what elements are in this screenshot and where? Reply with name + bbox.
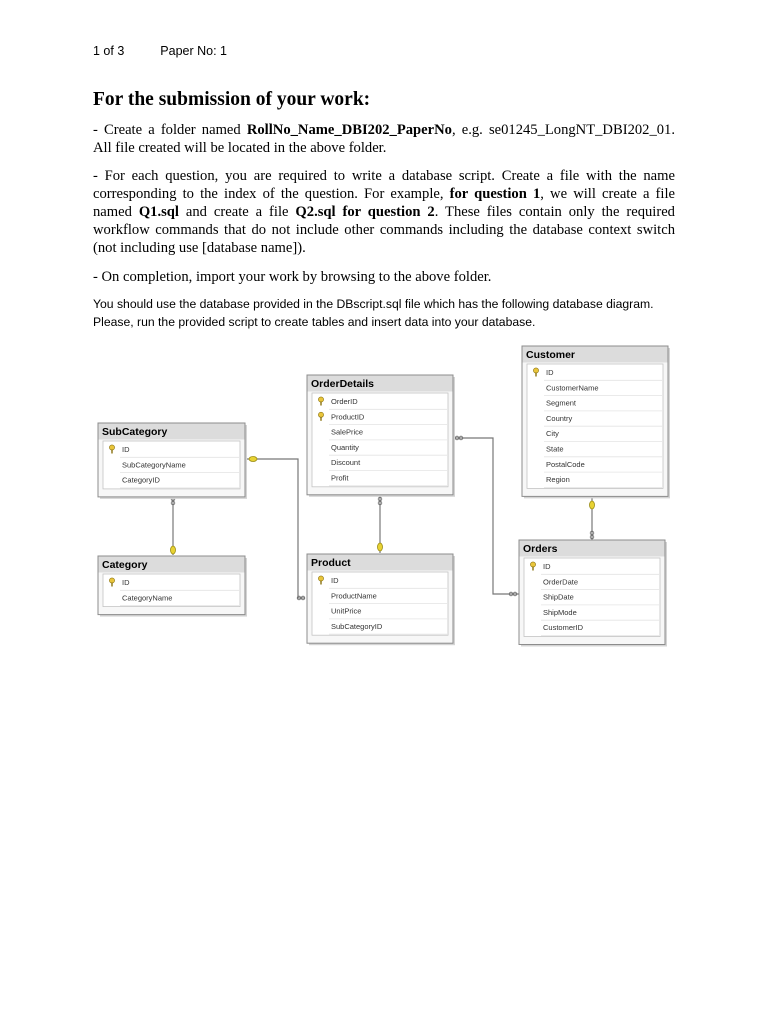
table-title: SubCategory: [102, 426, 168, 438]
column-name: ProductID: [331, 412, 365, 422]
column-name: Segment: [546, 398, 577, 408]
column-name: ID: [331, 576, 339, 585]
table-title: Customer: [526, 349, 576, 361]
paper-number: Paper No: 1: [160, 44, 227, 58]
text-run: - For each question, you are required to write a database script. Create a file with the name corresponding to the index of the question. For example,: [93, 168, 675, 202]
column-name: ID: [546, 368, 554, 377]
column-name: ID: [122, 445, 130, 454]
column-name: SubCategoryName: [122, 460, 186, 470]
table-customer: [522, 346, 670, 498]
column-name: Discount: [331, 458, 361, 468]
table-product: [307, 554, 455, 645]
bold-run: Q2.sql for question 2: [295, 204, 435, 220]
paragraph-files: [93, 167, 675, 257]
text-run: , we will create a file named: [93, 186, 676, 220]
text-run: and create a file: [178, 204, 296, 220]
table-title: OrderDetails: [311, 378, 375, 390]
page-number: 1 of 3: [93, 44, 125, 58]
table-category: [98, 556, 247, 617]
column-name: PostalCode: [546, 459, 585, 469]
paragraph-folder: [93, 121, 675, 157]
rel-subcategory-product: [245, 459, 305, 598]
rel-orderdetails-orders: [453, 438, 519, 594]
column-name: Country: [546, 413, 573, 423]
page-header: [93, 44, 227, 58]
bold-run: RollNo_Name_DBI202_PaperNo: [246, 122, 452, 138]
column-name: ID: [122, 578, 130, 587]
column-name: OrderID: [331, 397, 358, 406]
table-orders: [519, 540, 667, 647]
column-name: ID: [543, 562, 551, 571]
column-name: State: [546, 444, 564, 454]
table-order-details: [307, 375, 455, 497]
paragraph-completion: - On completion, import your work by browsing to the above folder.: [93, 269, 492, 285]
paragraph-database: You should use the database provided in the DBscript.sql file which has the following database diagram. Please, run the provided script to create tables and insert data into your database.: [93, 297, 654, 329]
table-title: Orders: [523, 543, 558, 555]
column-name: Region: [546, 475, 570, 485]
column-name: ShipMode: [543, 607, 577, 617]
column-name: OrderDate: [543, 577, 579, 587]
column-name: Profit: [331, 473, 349, 483]
section-title: For the submission of your work:: [93, 89, 371, 110]
column-name: CustomerID: [543, 623, 584, 633]
bold-run: Q1.sql: [138, 204, 179, 220]
column-name: CategoryName: [122, 593, 173, 603]
table-subcategory: [98, 423, 247, 499]
text-run: - Create a folder named: [93, 122, 247, 138]
database-diagram: [93, 343, 673, 648]
column-name: City: [546, 429, 559, 439]
column-name: ShipDate: [543, 592, 574, 602]
text-run: . These files contain only the required workflow commands that do not include other commands including the database context switch (not including use [database name]).: [93, 204, 675, 256]
text-run: , e.g. se01245_LongNT_DBI202_01. All file created will be located in the above folder.: [93, 122, 675, 156]
column-name: CategoryID: [122, 475, 160, 485]
column-name: CustomerName: [546, 383, 599, 393]
table-title: Category: [102, 559, 148, 571]
column-name: ProductName: [331, 591, 377, 601]
column-name: SalePrice: [331, 427, 364, 437]
column-name: Quantity: [331, 442, 359, 452]
bold-run: for question 1: [449, 186, 541, 202]
table-title: Product: [311, 557, 351, 569]
column-name: UnitPrice: [331, 606, 362, 616]
column-name: SubCategoryID: [331, 621, 383, 631]
